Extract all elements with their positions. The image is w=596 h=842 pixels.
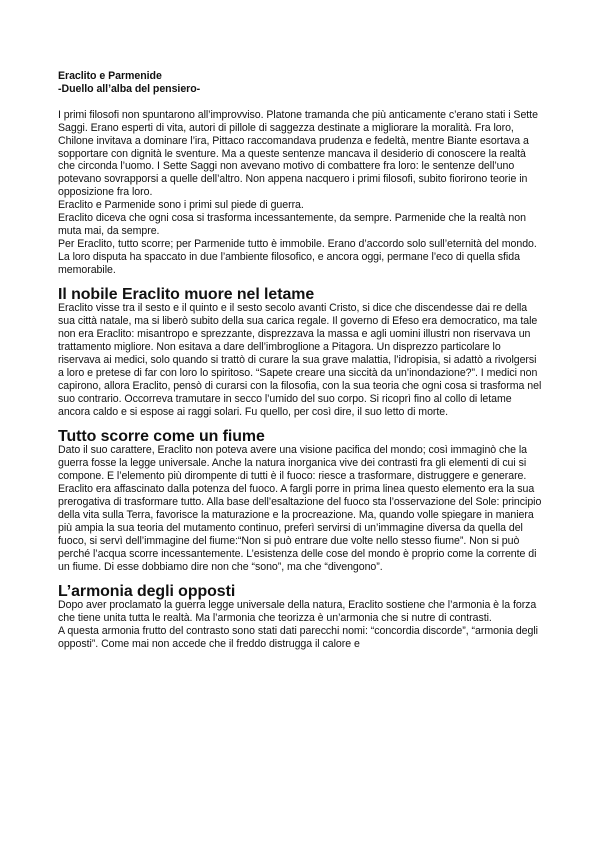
document-page [58,70,542,651]
paragraph: Per Eraclito, tutto scorre; per Parmenide tutto è immobile. Erano d’accordo solo sull’eternità del mondo. La loro disputa ha spaccato in due l’ambiente filosofico, e ancora oggi, permane l’eco di quella sfida memorabile. [58,237,537,276]
section-tutto-scorre [58,428,542,573]
section-heading: Il nobile Eraclito muore nel letame [58,286,315,304]
title-line-2: -Duello all’alba del pensiero- [58,82,201,95]
paragraph: Dato il suo carattere, Eraclito non poteva avere una visione pacifica del mondo; così immaginò che la guerra fosse la legge universale. Anche la natura inorganica vive dei contrasti fra gli elementi di cui si compone. E l’elemento più dirompente di tutti è il fuoco: riesce a trasformare, distruggere e generare. [58,444,527,483]
intro-section [58,109,542,277]
section-heading: Tutto scorre come un fiume [58,428,265,446]
document-title [58,70,542,96]
paragraph: Eraclito visse tra il sesto e il quinto e il sesto secolo avanti Cristo, si dice che discendesse dai re della sua città natale, ma si liberò subito della sua carica regale. Il governo di Efeso era democratico, ma tale non era Eraclito: misantropo e sprezzante, disprezzava la massa e agli uomini illustri non riservava un trattamento migliore. Non esitava a dare dell’imbroglione a Pitagora. Un disprezzo particolare lo riservava ai medici, solo quando si trattò di curare la sua grave malattia, l’idropisia, si adattò a rivolgersi a loro e pretese di far con loro lo spiritoso. “Sapete creare una siccità da un’inondazione?”. I medici non capirono, allora Eraclito, pensò di curarsi con la filosofia, con la sua teoria che ogni cosa si trasforma nel suo contrario. Occorreva tramutare in secco l’umido del suo corpo. Si ricoprì fino al collo di letame ancora caldo e si espose ai raggi solari. Fu quello, per così dire, il suo letto di morte. [58,302,542,418]
section-eraclito-letame [58,286,542,418]
title-line-1: Eraclito e Parmenide [58,70,162,82]
paragraph: A questa armonia frutto del contrasto sono stati dati parecchi nomi: “concordia discorde”, “armonia degli opposti”. Come mai non accede che il freddo distrugga il calore e [58,625,538,650]
section-armonia-opposti [58,583,542,651]
paragraph: Eraclito era affascinato dalla potenza del fuoco. A fargli porre in prima linea questo elemento era la sua prerogativa di trasformare tutto. Alla base dell’esaltazione del fuoco sta l’osservazione del Sole: principio della vita sulla Terra, favorisce la maturazione e la procreazione. Ma, quando volle spiegare in maniera più ampia la sua teoria del mutamento continuo, preferì servirsi di un’immagine diversa da quella del fuoco, si servì dell’immagine del fiume:“Non si può entrare due volte nello stesso fiume”. Non si può perché l’acqua scorre incessantemente. L’esistenza delle cose del mondo è proprio come la corrente di un fiume. Di esse dobbiamo dire non che “sono”, ma che “divengono”. [58,483,542,573]
paragraph: I primi filosofi non spuntarono all’improvviso. Platone tramanda che più anticamente c’erano stati i Sette Saggi. Erano esperti di vita, autori di pillole di saggezza destinate a migliorare la moralità. Fra loro, Chilone invitava a dominare l’ira, Pittaco raccomandava prudenza e fedeltà, mentre Biante esortava a sopportare con dignità le sventure. Ma a queste sentenze mancava il desiderio di conoscere la realtà che circonda l’uomo. I Sette Saggi non avevano motivo di combattere fra loro: le sentenze dell’uno potevano sovrapporsi a quelle dell’altro. Non appena nacquero i primi filosofi, subito fiorirono teorie in opposizione fra loro. [58,108,538,199]
section-heading: L’armonia degli opposti [58,583,236,601]
paragraph: Eraclito e Parmenide sono i primi sul piede di guerra. [58,199,304,212]
paragraph: Dopo aver proclamato la guerra legge universale della natura, Eraclito sostiene che l’armonia è la forza che tiene unita tutta le realtà. Ma l’armonia che teorizza è un’armonia che si nutre di contrasti. [58,599,537,625]
paragraph: Eraclito diceva che ogni cosa si trasforma incessantemente, da sempre. Parmenide che la realtà non muta mai, da sempre. [58,212,526,237]
